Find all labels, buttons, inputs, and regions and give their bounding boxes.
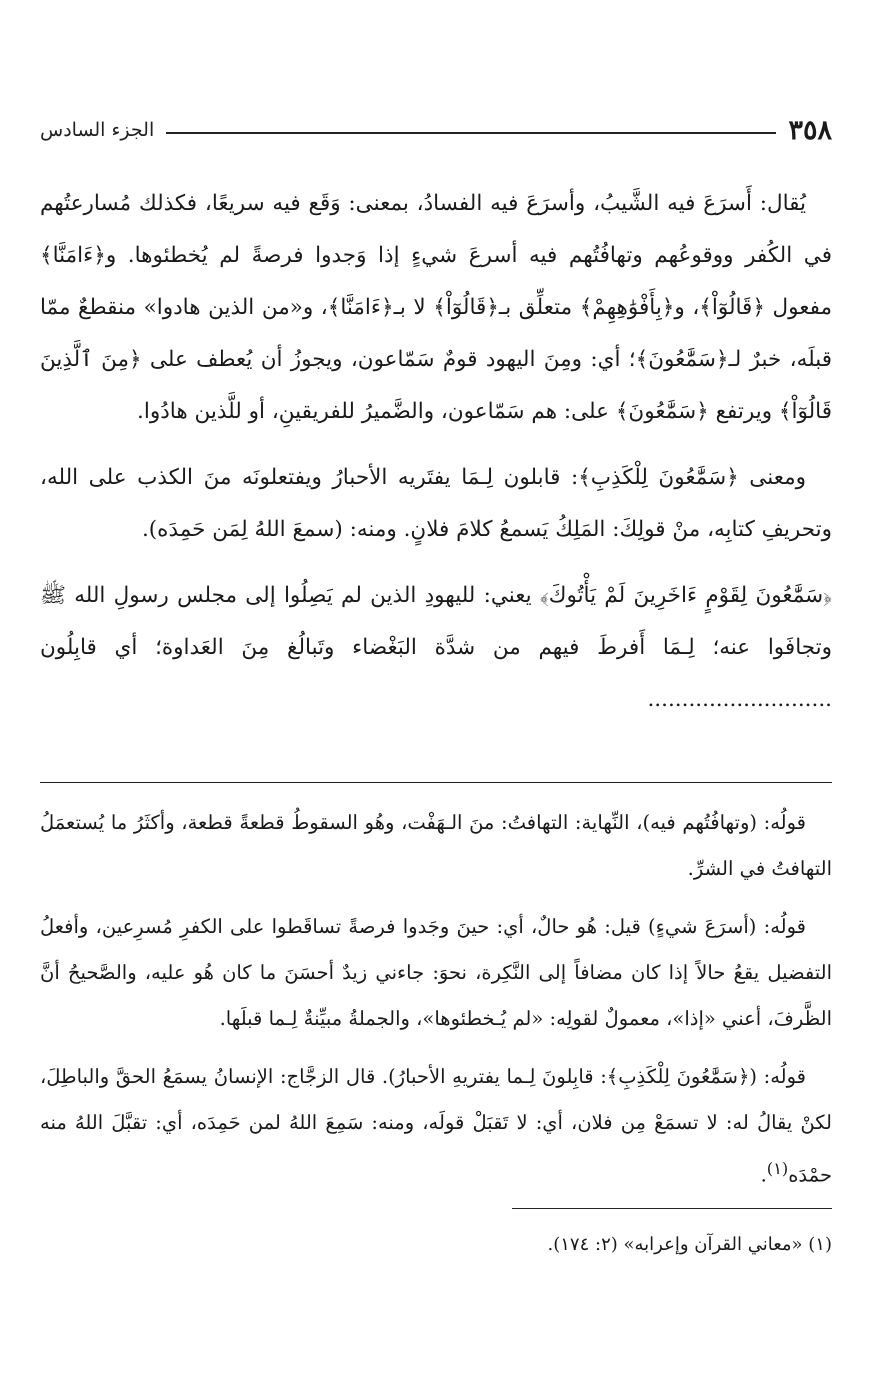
footnote-marker: (١) bbox=[766, 1159, 789, 1178]
main-paragraph-1: يُقال: أَسرَعَ فيه الشَّيبُ، وأسرَعَ فيه الفسادُ، بمعنى: وَقَع فيه سريعًا، فكذلك مُسارعتُهم في الكُفر ووقوعُهم وتهافُتُهم فيه أسرعَ شيءٍ إذا وَجدوا فرصةً لم يُخطئوها. و﴿ءَامَنَّا﴾ مفعول ﴿قَالُوٓاْ﴾، و﴿بِأَفْوَٰهِهِمْ﴾ متعلِّق بـ﴿قَالُوٓاْ﴾ لا بـ﴿ءَامَنَّا﴾، و«من الذين هادوا» منقطعٌ ممّا قبلَه، خبرٌ لـ﴿سَمَّٰعُونَ﴾؛ أي: ومِنَ اليهود قومٌ سَمّاعون، ويجوزُ أن يُعطف على ﴿مِنَ ٱلَّذِينَ قَالُوٓاْ﴾ ويرتفع ﴿سَمَّٰعُونَ﴾ على: هم سَمّاعون، والضَّميرُ للفريقينِ، أو للَّذين هادُوا. bbox=[40, 191, 832, 424]
commentary bbox=[40, 800, 832, 1211]
footnote-separator bbox=[512, 1208, 832, 1209]
commentary-paragraph-2: قولُه: (أسرَعَ شيءٍ) قيل: هُو حالٌ، أي: حينَ وجَدوا فرصةً تساقَطوا على الكفرِ مُسرِعين، وأفعلُ التفضيل يقعُ حالاً إذا كان مضافاً إلى النَّكِرة، نحوَ: جاءني زيدٌ أحسَنَ ما كان هُو عليه، والصَّحيحُ أنَّ الظَّرفَ، أعني «إذا»، معمولٌ لقولِه: «لم يُـخطئوها»، والجملةُ مبيِّنةٌ لِـما قبلَها. bbox=[40, 915, 832, 1030]
main-paragraph-2: ومعنى ﴿سَمَّٰعُونَ لِلْكَذِبِ﴾: قابلون لِـمَا يفتَريه الأحبارُ ويفتعلونَه منَ الكذب على الله، وتحريفِ كتابِه، منْ قولِكَ: المَلِكُ يَسمعُ كلامَ فلانٍ. ومنه: (سمعَ اللهُ لِمَن حَمِدَه). bbox=[40, 465, 832, 542]
commentary-paragraph-3: قولُه: (﴿سَمَّٰعُونَ لِلْكَذِبِ﴾: قابِلونَ لِـما يفتريهِ الأحبارُ). قال الزجَّاج: الإنسانُ يسمَعُ الحقَّ والباطِلَ، لكنْ يقالُ له: لا تسمَعْ مِن فلان، أي: لا تَقبَلْ قولَه، ومنه: سَمِعَ اللهُ لمن حَمِدَه، أي: تقبَّلَ اللهُ منه حمْدَه$^{(١)}$. bbox=[40, 1065, 832, 1187]
commentary-paragraph-1: قولُه: (وتهافُتُهم فيه)، النِّهاية: التهافتُ: منَ الـهَفْت، وهُو السقوطُ قطعةً قطعة، وأكثَرُ ما يُستعمَلُ التهافتُ في الشرِّ. bbox=[40, 811, 832, 880]
header-rule bbox=[166, 132, 776, 134]
part-title: الجزء السادس bbox=[40, 119, 155, 141]
commentary-paragraph-3-text: قولُه: (﴿سَمَّٰعُونَ لِلْكَذِبِ﴾: قابِلونَ لِـما يفتريهِ الأحبارُ). قال الزجَّاج: الإنسانُ يسمَعُ الحقَّ والباطِلَ، لكنْ يقالُ له: لا تسمَعْ مِن فلان، أي: لا تَقبَلْ قولَه، ومنه: سَمِعَ اللهُ لمن حَمِدَه، أي: تقبَّلَ اللهُ منه حمْدَه bbox=[40, 1065, 832, 1187]
footnote: (١) «معاني القرآن وإعرابه» (٢: ١٧٤). bbox=[547, 1234, 832, 1255]
main-paragraph-3: ﴿سَمَّٰعُونَ لِقَوْمٍ ءَاخَرِينَ لَمْ يَأْتُوكَ﴾ يعني: لليهودِ الذين لم يَصِلُوا إلى مجلس رسولِ الله ﷺ وتجافَوا عنه؛ لِـمَا أَفرطَ فيهم من شدَّة البَغْضاء وتَبالُغ مِنَ العَداوة؛ أي قابِلُون ........................... bbox=[40, 583, 832, 712]
commentary-separator bbox=[40, 782, 832, 783]
main-text bbox=[40, 178, 832, 740]
page-header bbox=[40, 108, 832, 152]
page-number: ٣٥٨ bbox=[788, 114, 832, 146]
